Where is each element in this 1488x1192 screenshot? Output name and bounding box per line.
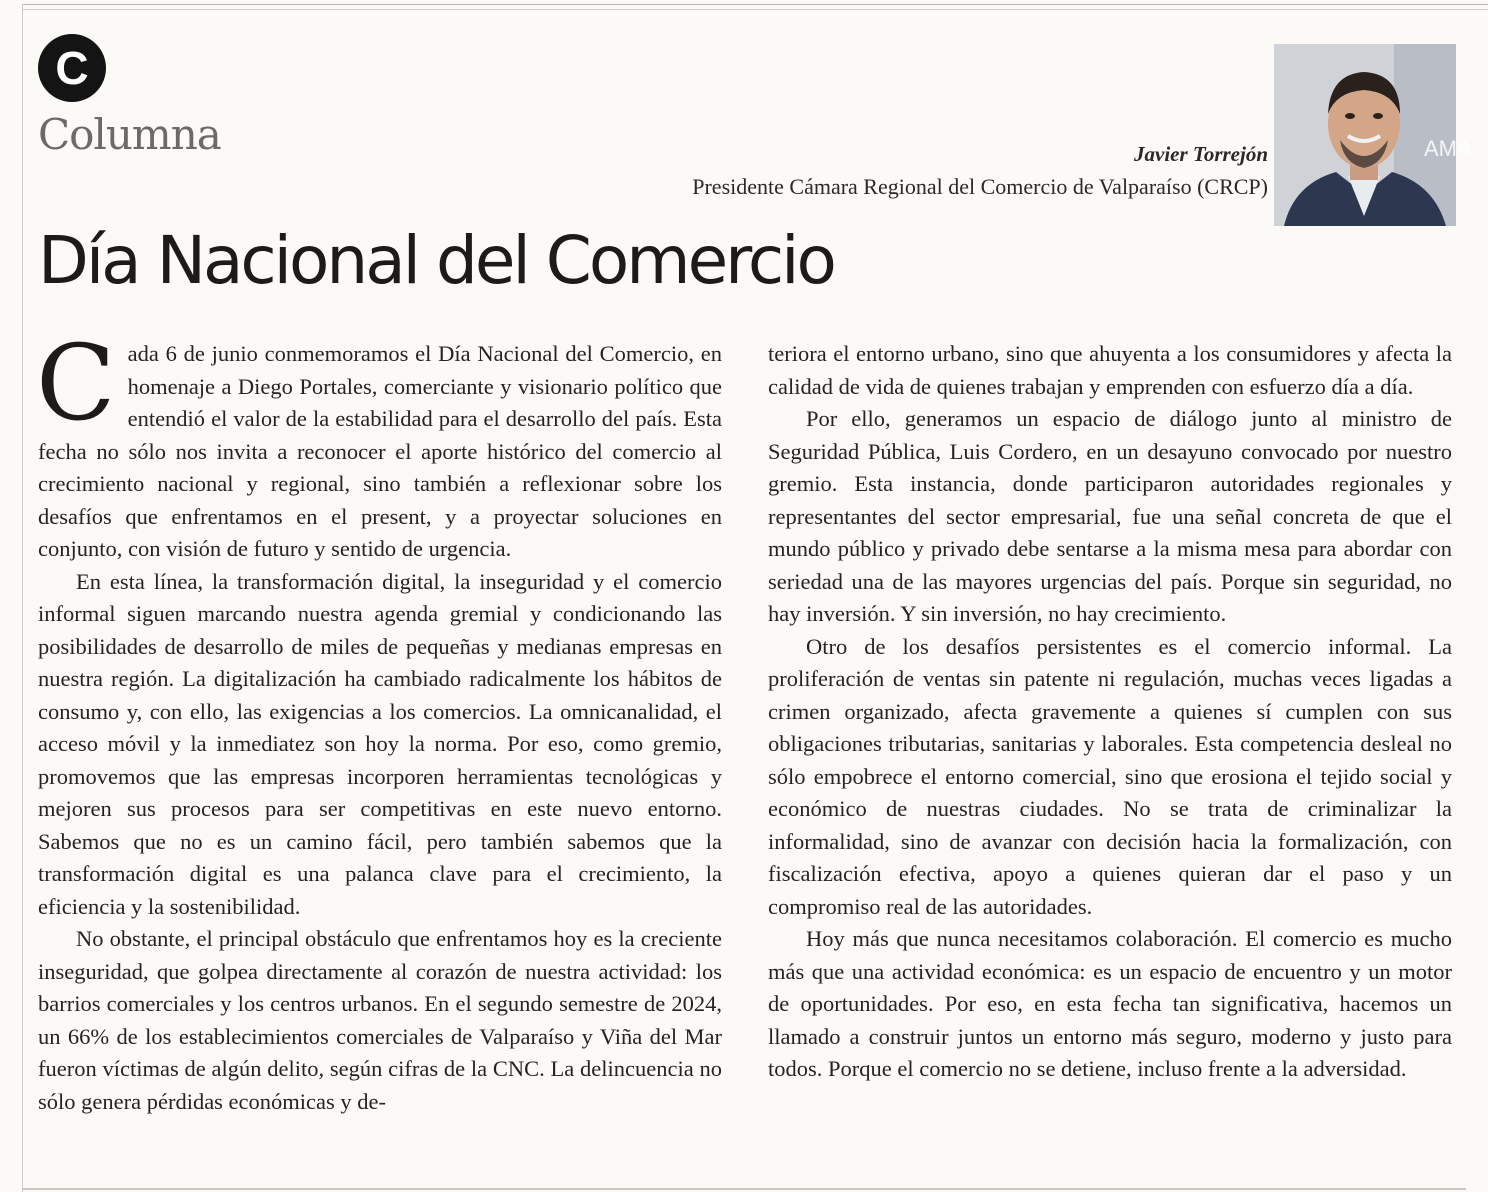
paragraph: Hoy más que nunca necesitamos colaboración. El comercio es mucho más que una actividad económica: es un espacio de encuentro y un motor de oportunidades. Por eso, en esta fecha tan significativa, hacemos un llamado a construir juntos un entorno más seguro, moderno y justo para todos. Porque el comercio no se detiene, incluso frente a la adversidad. xyxy=(768,926,1452,1081)
section-label: Columna xyxy=(38,110,221,159)
paragraph: Otro de los desafíos persistentes es el comercio informal. La proliferación de ventas sin patente ni regulación, muchas veces ligadas a crimen organizado, afecta gravemente a quienes sí cumplen con sus obligaciones tributarias, sanitarias y laborales. Esta competencia desleal no sólo empobrece el entorno comercial, sino que erosiona el tejido social y económico de nuestras ciudades. No se trata de criminalizar la informalidad, sino de avanzar con decisión hacia la formalización, con fiscalización efectiva, apoyo a quienes quieran dar el paso y un compromiso real de las autoridades. xyxy=(768,633,1452,919)
author-role: Presidente Cámara Regional del Comercio de Valparaíso (CRCP) xyxy=(692,174,1268,199)
bottom-rule xyxy=(22,1188,1466,1190)
paragraph: En esta línea, la transformación digital, la inseguridad y el comercio informal siguen marcando nuestra agenda gremial y condicionando las posibilidades de desarrollo de miles de pequeñas y medianas empresas en nuestra región. La digitalización ha cambiado radicalmente los hábitos de consumo y, con ello, las exigencias a los comercios. La omnicanalidad, el acceso móvil y la inmediatez son hoy la norma. Por eso, como gremio, promovemos que las empresas incorporen herramientas tecnológicas y mejoren sus procesos para ser competitivas en este nuevo entorno. Sabemos que no es un camino fácil, pero también sabemos que la transformación digital es una palanca clave para el crecimiento, la eficiencia y la sostenibilidad. xyxy=(38,568,722,919)
paragraph: teriora el entorno urbano, sino que ahuyenta a los consumidores y afecta la calidad de vida de quienes trabajan y emprenden con esfuerzo día a día. xyxy=(768,341,1452,399)
paragraph: No obstante, el principal obstáculo que enfrentamos hoy es la creciente inseguridad, que golpea directamente al corazón de nuestra actividad: los barrios comerciales y los centros urbanos. En el segundo semestre de 2024, un 66% de los establecimientos comerciales de Valparaíso y Viña del Mar fueron víctimas de algún delito, según cifras de la CNC. La delincuencia no sólo genera pérdidas económicas y de- xyxy=(38,926,722,1114)
paragraph-text: ada 6 de junio conmemoramos el Día Nacional del Comercio, en homenaje a Diego Portales, comerciante y visionario político que entendió el valor de la estabilidad para el desarrollo del país. Esta fecha no sólo nos invita a reconocer el aporte histórico del comercio al crecimiento nacional y regional, sino también a reflexionar sobre los desafíos que enfrentamos en el present, y a proyectar soluciones en conjunto, con visión de futuro y sentido de urgencia. xyxy=(38,341,722,561)
top-rule xyxy=(22,4,1488,10)
author-photo xyxy=(1274,44,1472,226)
article-column-left xyxy=(36,322,722,1118)
author-portrait-image xyxy=(1274,44,1472,226)
section-badge: C xyxy=(38,34,106,102)
author-name: Javier Torrejón xyxy=(1134,142,1268,166)
article-column-right xyxy=(768,338,1452,1086)
photo-backdrop-text: AMA xyxy=(1424,136,1472,161)
left-rule xyxy=(22,4,23,1192)
paragraph xyxy=(36,322,722,566)
article-headline: Día Nacional del Comercio xyxy=(38,222,834,299)
drop-cap: C xyxy=(36,322,116,444)
paragraph: Por ello, generamos un espacio de diálogo junto al ministro de Seguridad Pública, Luis Cordero, en un desayuno convocado por nuestro gremio. Esta instancia, donde participaron autoridades regionales y representantes del sector empresarial, fue una señal concreta de que el mundo público y privado debe sentarse a la misma mesa para abordar con seriedad una de las mayores urgencias del país. Porque sin seguridad, no hay inversión. Y sin inversión, no hay crecimiento. xyxy=(768,406,1452,626)
